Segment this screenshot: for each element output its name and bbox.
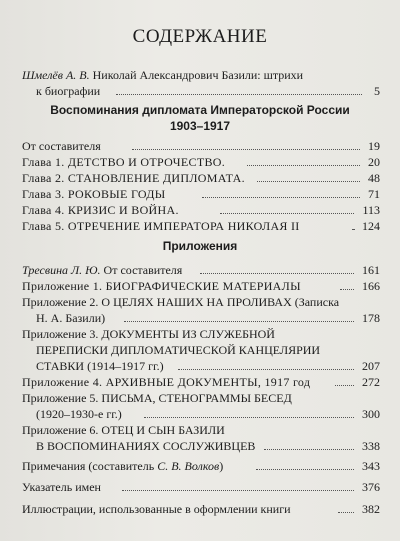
- toc-entry: [22, 279, 380, 293]
- entry-title: Приложение 1. БИОГРАФИЧЕСКИЕ МАТЕРИАЛЫ: [22, 279, 301, 293]
- toc-entry: [22, 139, 380, 153]
- dot-leader: [256, 459, 354, 470]
- page-number: 5: [374, 84, 380, 98]
- entry-title: Глава 5. ОТРЕЧЕНИЕ ИМПЕРАТОРА НИКОЛАЯ II: [22, 219, 300, 233]
- toc-entry: [22, 480, 380, 494]
- entry-title: Приложение 4. АРХИВНЫЕ ДОКУМЕНТЫ, 1917 год: [22, 375, 311, 389]
- toc-entry: [22, 155, 380, 169]
- dot-leader: [335, 375, 354, 386]
- toc-entry: [36, 439, 380, 453]
- page-title: СОДЕРЖАНИЕ: [132, 26, 268, 47]
- dot-leader: [144, 407, 354, 418]
- intro-title-2: к биографии: [36, 84, 101, 98]
- page-number: 338: [362, 439, 380, 453]
- dot-leader: [340, 279, 354, 290]
- entry-title-close: ): [219, 459, 224, 473]
- entry-title: Глава 2. СТАНОВЛЕНИЕ ДИПЛОМАТА.: [22, 171, 245, 185]
- section-1-heading: Воспоминания дипломата Императорской России: [50, 103, 350, 117]
- dot-leader: [124, 311, 354, 322]
- page-number: 207: [362, 359, 380, 373]
- page-number: 376: [362, 480, 380, 494]
- page-number: 48: [368, 171, 380, 185]
- page-number: 382: [362, 502, 380, 516]
- page-number: 166: [362, 279, 380, 293]
- entry-title-line: ПЕРЕПИСКИ ДИПЛОМАТИЧЕСКОЙ КАНЦЕЛЯРИИ: [36, 343, 321, 357]
- entry-title: Глава 1. ДЕТСТВО И ОТРОЧЕСТВО.: [22, 155, 226, 169]
- toc-entry: [36, 407, 380, 421]
- entry-title: СТАВКИ (1914–1917 гг.): [36, 359, 164, 373]
- page-number: 20: [368, 155, 380, 169]
- entry-title: Иллюстрации, использованные в оформлении книги: [22, 502, 291, 516]
- intro-author: Шмелёв А. В.: [22, 68, 90, 82]
- entry-title: Глава 4. КРИЗИС И ВОЙНА.: [22, 203, 179, 217]
- intro-title-1: Николай Александрович Базили: штрихи: [89, 68, 304, 82]
- dot-leader: [200, 263, 354, 274]
- page-number: 300: [362, 407, 380, 421]
- entry-title-line: Приложение 3. ДОКУМЕНТЫ ИЗ СЛУЖЕБНОЙ: [22, 327, 275, 341]
- dot-leader: [338, 502, 354, 513]
- intro-line-1: [22, 68, 303, 82]
- entry-title: Глава 3. РОКОВЫЕ ГОДЫ: [22, 187, 166, 201]
- toc-entry: [22, 375, 380, 389]
- toc-entry: [22, 502, 380, 516]
- entry-title: Н. А. Базили): [36, 311, 106, 325]
- dot-leader: [257, 171, 360, 182]
- page-number: 113: [362, 203, 380, 217]
- dot-leader: [202, 187, 360, 198]
- dot-leader: [264, 439, 354, 450]
- entry-title-line: Приложение 6. ОТЕЦ И СЫН БАЗИЛИ: [22, 423, 225, 437]
- page-number: 161: [362, 263, 380, 277]
- entry-title-text: Примечания (составитель: [22, 459, 158, 473]
- toc-entry: [36, 311, 380, 325]
- entry-title-line: Приложение 5. ПИСЬМА, СТЕНОГРАММЫ БЕСЕД: [22, 391, 292, 405]
- page-number: 343: [362, 459, 380, 473]
- toc-entry: [36, 359, 380, 373]
- toc-entry: [22, 203, 380, 217]
- entry-title: От составителя: [22, 139, 101, 153]
- dot-leader: [247, 155, 360, 166]
- page-number: 124: [362, 219, 380, 233]
- dot-leader: [116, 84, 362, 95]
- entry-title: Указатель имен: [22, 480, 101, 494]
- dot-leader: [352, 219, 354, 230]
- toc-entry: [22, 171, 380, 185]
- dot-leader: [122, 480, 354, 491]
- toc-entry: [22, 459, 380, 473]
- page-number: 272: [362, 375, 380, 389]
- dot-leader: [220, 203, 354, 214]
- dot-leader: [178, 359, 354, 370]
- section-2-heading: Приложения: [162, 239, 238, 253]
- entry-title: [22, 263, 182, 277]
- entry-author: Тресвина Л. Ю.: [22, 263, 101, 277]
- toc-entry: [22, 263, 380, 277]
- entry-title-text: От составителя: [100, 263, 183, 277]
- entry-title: [22, 459, 223, 473]
- dot-leader: [132, 139, 360, 150]
- entry-title: В ВОСПОМИНАНИЯХ СОСЛУЖИВЦЕВ: [36, 439, 256, 453]
- section-1-years: 1903–1917: [169, 119, 231, 133]
- page-number: 178: [362, 311, 380, 325]
- intro-entry: [36, 84, 380, 98]
- toc-entry: [22, 219, 380, 233]
- entry-title-line: Приложение 2. О ЦЕЛЯХ НАШИХ НА ПРОЛИВАХ (Записка: [22, 295, 340, 309]
- entry-title: (1920–1930-е гг.): [36, 407, 122, 421]
- page-number: 19: [368, 139, 380, 153]
- toc-entry: [22, 187, 380, 201]
- entry-author: С. В. Волков: [157, 459, 220, 473]
- page-number: 71: [368, 187, 380, 201]
